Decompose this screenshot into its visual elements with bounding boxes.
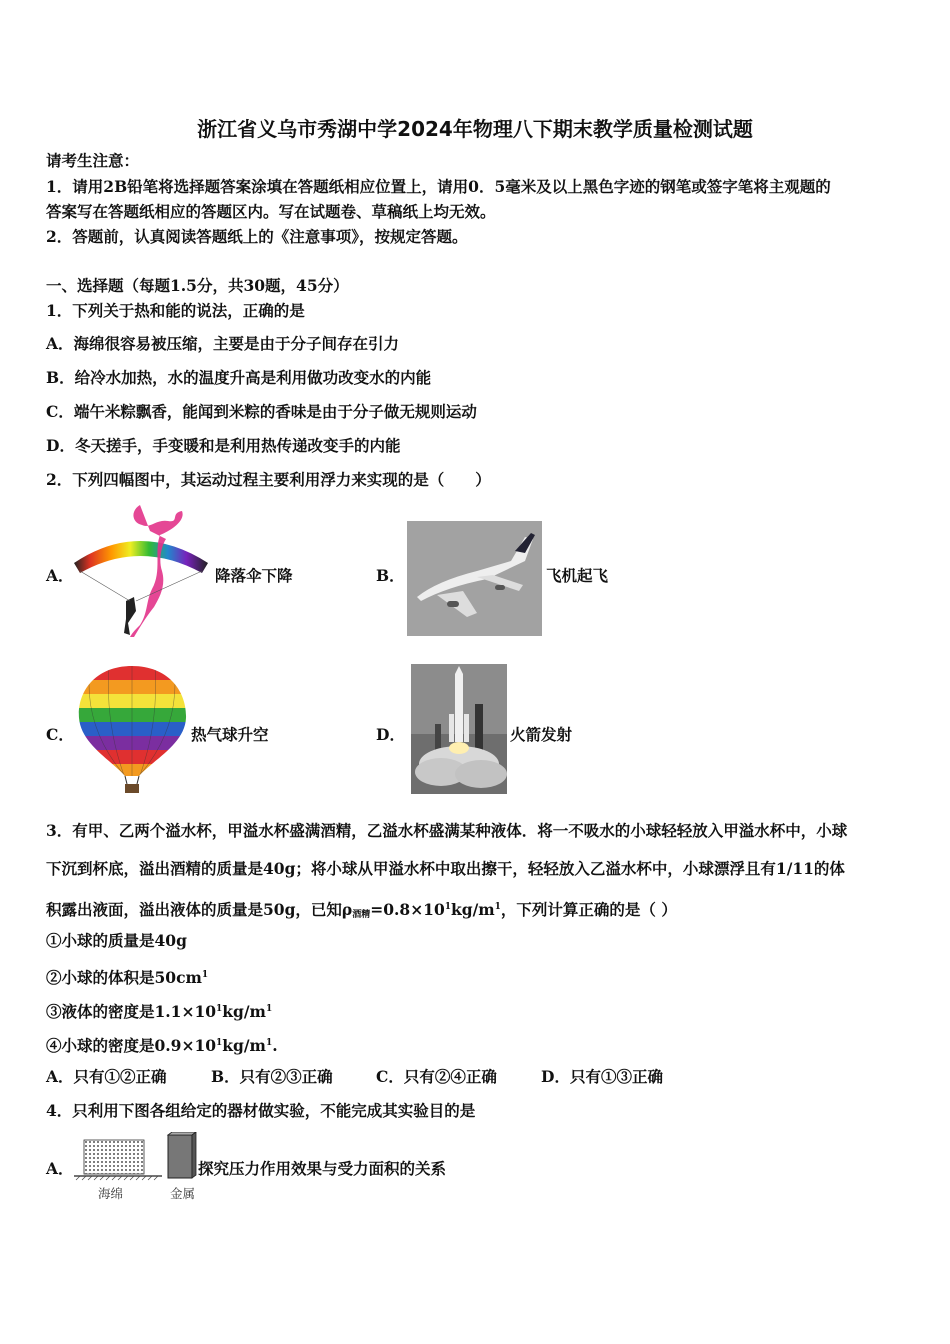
q1-option-c: C．端午米粽飘香，能闻到米粽的香味是由于分子做无规则运动 <box>46 402 477 421</box>
q3-statement-3: ③液体的密度是$1.1\times 10^1kg/m^1$ <box>46 1002 273 1022</box>
q1-option-d: D．冬天搓手，手变暖和是利用热传递改变手的内能 <box>46 436 401 455</box>
q3-line-1: 3．有甲、乙两个溢水杯，甲溢水杯盛满酒精，乙溢水杯盛满某种液体．将一不吸水的小球轻轻放入甲溢水杯中，小球 <box>46 821 848 840</box>
q3-line-3: 积露出液面，溢出液体的质量是50g，已知$\rho_{酒精}=0.8\times 10^1kg/m^1$，下列计算正确的是（ ） <box>46 900 677 921</box>
q2-c-text: 热气球升空 <box>191 725 269 744</box>
notice-line-2: 答案写在答题纸相应的答题区内。写在试题卷、草稿纸上均无效。 <box>46 202 496 221</box>
q3-option-d: D．只有①③正确 <box>541 1067 663 1086</box>
airplane-image <box>407 521 542 636</box>
q3-line-2: 下沉到杯底，溢出酒精的质量是40g；将小球从甲溢水杯中取出擦干，轻轻放入乙溢水杯中，小球漂浮且有1/11的体 <box>46 859 845 878</box>
q1-option-a: A．海绵很容易被压缩，主要是由于分子间存在引力 <box>46 334 400 353</box>
hot-air-balloon-image <box>75 664 190 794</box>
q1-option-b: B．给冷水加热，水的温度升高是利用做功改变水的内能 <box>46 368 432 387</box>
q3-option-a: A．只有①②正确 <box>46 1067 167 1086</box>
label-sponge: 海绵 <box>98 1186 124 1201</box>
q2-a-letter: A． <box>46 566 74 585</box>
q2-b-letter: B． <box>376 566 405 585</box>
q2-b-text: 飞机起飞 <box>546 566 609 585</box>
q2-d-letter: D． <box>376 725 405 744</box>
q2-stem: 2．下列四幅图中，其运动过程主要利用浮力来实现的是（ ） <box>46 470 491 489</box>
notice-line-1: 1．请用2B铅笔将选择题答案涂填在答题纸相应位置上，请用0．5毫米及以上黑色字迹的钢笔或签字笔将主观题的 <box>46 177 831 196</box>
sponge-metal-diagram <box>72 1132 198 1182</box>
page-title: 浙江省义乌市秀湖中学2024年物理八下期末教学质量检测试题 <box>197 117 753 141</box>
q3-option-b: B．只有②③正确 <box>211 1067 333 1086</box>
parachute-image <box>70 501 212 639</box>
q3-statement-1: ①小球的质量是40g <box>46 931 187 950</box>
q4-stem: 4．只利用下图各组给定的器材做实验，不能完成其实验目的是 <box>46 1101 476 1120</box>
q1-stem: 1．下列关于热和能的说法，正确的是 <box>46 301 305 320</box>
q3-option-c: C．只有②④正确 <box>376 1067 497 1086</box>
q3-statement-2: ②小球的体积是$50cm^1$ <box>46 968 209 988</box>
rocket-launch-image <box>411 664 507 794</box>
notice-heading: 请考生注意： <box>46 151 140 170</box>
label-metal: 金属 <box>170 1186 196 1201</box>
notice-line-3: 2．答题前，认真阅读答题纸上的《注意事项》，按规定答题。 <box>46 227 468 246</box>
q4-a-letter: A． <box>46 1159 74 1178</box>
q2-a-text: 降落伞下降 <box>215 566 293 585</box>
q2-c-letter: C． <box>46 725 74 744</box>
q2-d-text: 火箭发射 <box>510 725 573 744</box>
section-heading: 一、选择题（每题1.5分，共30题，45分） <box>46 276 349 295</box>
q4-a-text: 探究压力作用效果与受力面积的关系 <box>198 1159 447 1178</box>
q3-statement-4: ④小球的密度是$0.9\times 10^1kg/m^1$. <box>46 1036 278 1056</box>
